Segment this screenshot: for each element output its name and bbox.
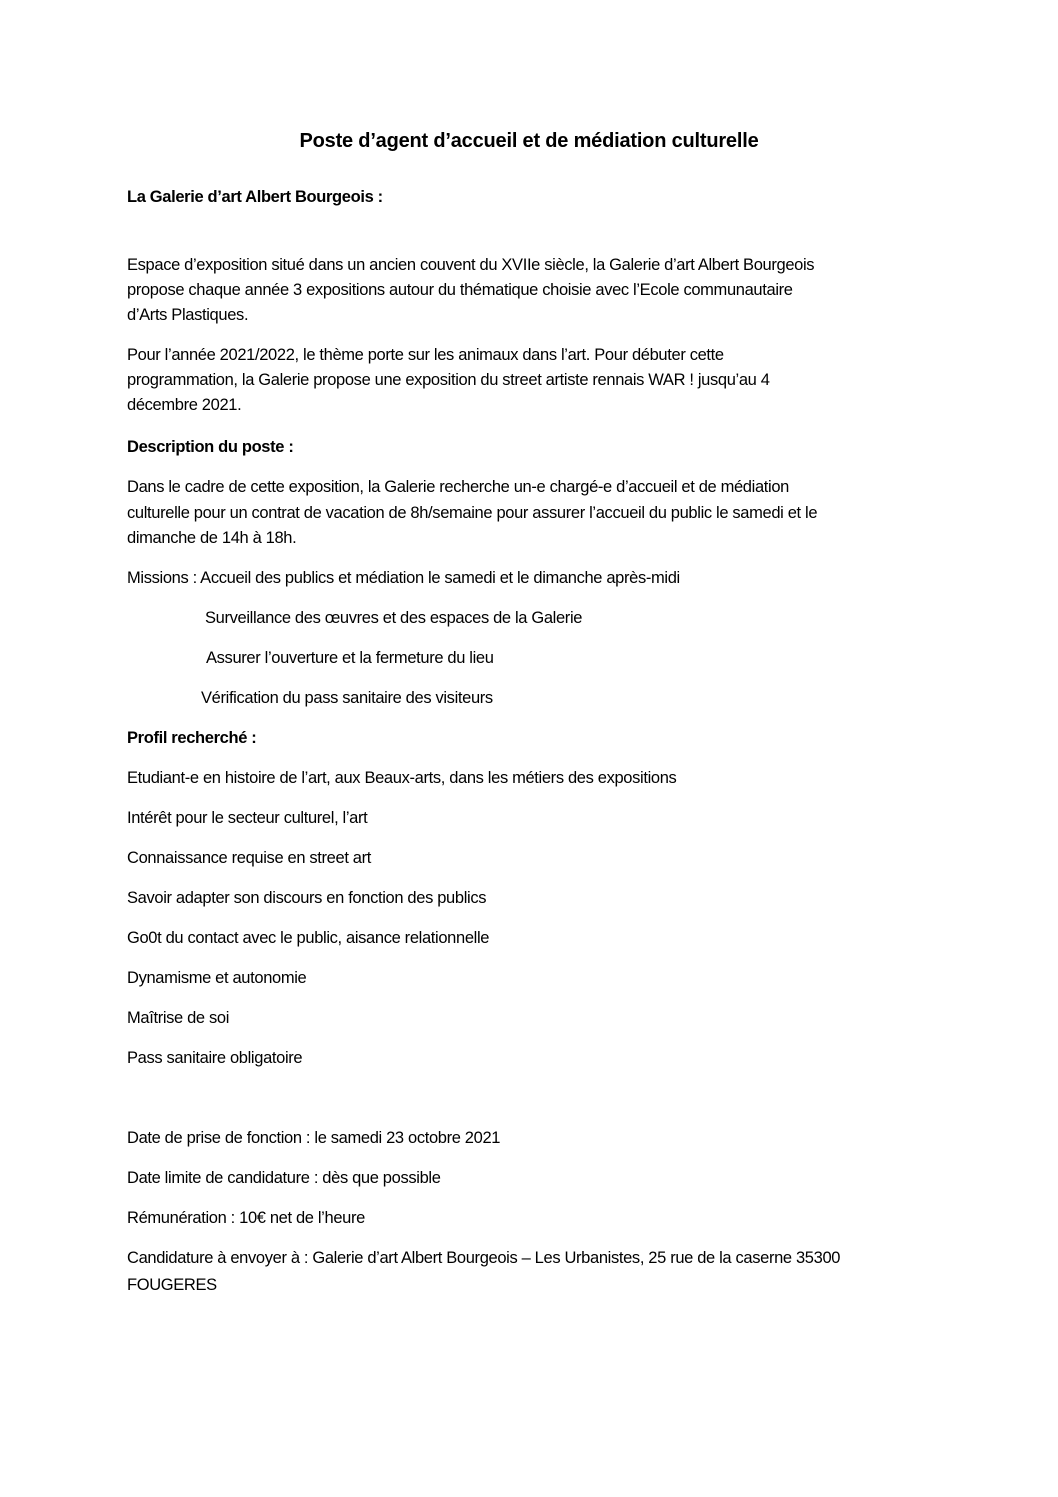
mission-item: Surveillance des œuvres et des espaces de la Galerie: [205, 609, 583, 627]
profile-heading: Profil recherché :: [127, 729, 257, 747]
gallery-p1-line: Espace d’exposition situé dans un ancien couvent du XVIIe siècle, la Galerie d’art Albert Bourgeois: [127, 256, 815, 274]
description-p1-line: dimanche de 14h à 18h.: [127, 529, 297, 547]
application-address-city: FOUGERES: [127, 1276, 217, 1294]
profile-item: Maîtrise de soi: [127, 1009, 230, 1027]
profile-item: Dynamisme et autonomie: [127, 969, 307, 987]
page-title: Poste d’agent d’accueil et de médiation culturelle: [299, 130, 759, 152]
mission-item: Vérification du pass sanitaire des visiteurs: [201, 689, 493, 707]
gallery-p1-line: propose chaque année 3 expositions autour du thématique choisie avec l’Ecole communautaire: [127, 281, 793, 299]
profile-item: Savoir adapter son discours en fonction des publics: [127, 889, 487, 907]
gallery-p2-line: programmation, la Galerie propose une exposition du street artiste rennais WAR ! jusqu’au 4: [127, 371, 770, 389]
salary: Rémunération : 10€ net de l’heure: [127, 1209, 365, 1227]
description-heading: Description du poste :: [127, 438, 294, 456]
profile-item: Pass sanitaire obligatoire: [127, 1049, 303, 1067]
application-address: Candidature à envoyer à : Galerie d’art Albert Bourgeois – Les Urbanistes, 25 rue de la caserne 35300: [127, 1249, 841, 1267]
gallery-p1-line: d’Arts Plastiques.: [127, 306, 249, 324]
profile-item: Intérêt pour le secteur culturel, l’art: [127, 809, 368, 827]
mission-item: Missions : Accueil des publics et médiation le samedi et le dimanche après-midi: [127, 569, 680, 587]
start-date: Date de prise de fonction : le samedi 23 octobre 2021: [127, 1129, 501, 1147]
description-p1-line: Dans le cadre de cette exposition, la Galerie recherche un-e chargé-e d’accueil et de médiation: [127, 478, 789, 496]
description-p1-line: culturelle pour un contrat de vacation de 8h/semaine pour assurer l’accueil du public le samedi et le: [127, 504, 818, 522]
gallery-heading: La Galerie d’art Albert Bourgeois :: [127, 188, 383, 206]
gallery-p2-line: Pour l’année 2021/2022, le thème porte sur les animaux dans l’art. Pour débuter cette: [127, 346, 724, 364]
gallery-p2-line: décembre 2021.: [127, 396, 242, 414]
profile-item: Connaissance requise en street art: [127, 849, 371, 867]
mission-item: Assurer l’ouverture et la fermeture du lieu: [206, 649, 494, 667]
profile-item: Etudiant-e en histoire de l’art, aux Beaux-arts, dans les métiers des expositions: [127, 769, 677, 787]
application-deadline: Date limite de candidature : dès que possible: [127, 1169, 441, 1187]
profile-item: Go0t du contact avec le public, aisance relationnelle: [127, 929, 490, 947]
